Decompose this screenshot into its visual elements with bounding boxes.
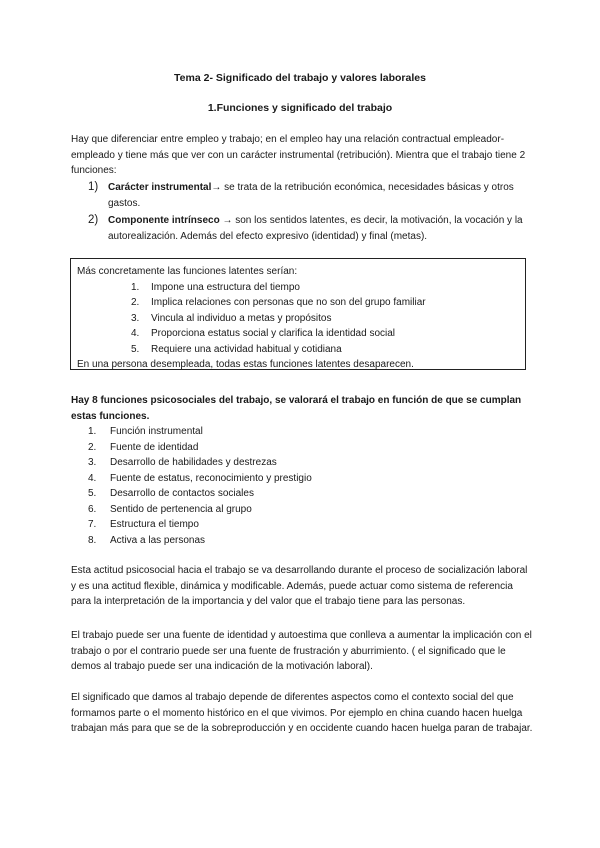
list-number: 1) [88, 181, 99, 193]
list-number: 3. [88, 457, 97, 468]
list-number: 1. [131, 281, 140, 293]
list-text: Fuente de estatus, reconocimiento y prestigio [110, 472, 312, 484]
list-item [77, 280, 519, 296]
list-item [88, 486, 312, 502]
list-text: Desarrollo de habilidades y destrezas [110, 457, 277, 468]
function-term: Carácter instrumental→ [108, 182, 222, 193]
latent-functions-box [70, 258, 526, 370]
list-item [88, 533, 312, 549]
list-item [77, 342, 519, 358]
box-closing: En una persona desempleada, todas estas funciones latentes desaparecen. [77, 359, 414, 370]
body-paragraph-socialization: Esta actitud psicosocial hacia el trabajo se va desarrollando durante el proceso de socialización laboral y es una actitud flexible, dinámica y modificable. Además, puede actuar como sistema de referencia para la interpretación de la importancia y del valor que el trabajo tiene para las personas. [71, 565, 528, 607]
body-paragraph-context: El significado que damos al trabajo depende de diferentes aspectos como el contexto social del que formamos parte o el momento histórico en el que vivimos. Por ejemplo en china cuando hacen huelga trabajan más para que se de la sobreproducción y en occidente cuando hacen huelga paran de trabajar. [71, 692, 533, 734]
list-number: 4. [88, 472, 97, 484]
list-item [88, 440, 312, 456]
list-text: Proporciona estatus social y clarifica la identidad social [151, 328, 396, 339]
function-description: → son los sentidos latentes, es decir, la motivación, la vocación y la autorealización. Además del efecto expresivo (identidad) y final (metas). [108, 215, 523, 242]
list-item [88, 180, 533, 211]
list-number: 1. [88, 426, 97, 437]
list-text: Estructura el tiempo [110, 519, 199, 530]
list-number: 3. [131, 312, 140, 324]
work-functions-list [88, 180, 533, 244]
list-number: 6. [88, 503, 97, 515]
list-number: 2. [88, 441, 97, 453]
list-item [88, 424, 312, 440]
body-paragraph-identity: El trabajo puede ser una fuente de identidad y autoestima que conlleva a aumentar la implicación con el trabajo o por el contrario puede ser una fuente de frustración y aburrimiento. ( el significado que le demos al trabajo puede ser una indicación de la motivación laboral). [71, 630, 532, 672]
list-text: Impone una estructura del tiempo [151, 281, 300, 293]
list-item [88, 213, 533, 244]
list-number: 8. [88, 534, 97, 546]
list-number: 5. [88, 488, 97, 499]
section-heading: 1.Funciones y significado del trabajo [207, 102, 393, 114]
list-text: Activa a las personas [110, 534, 206, 546]
list-number: 2) [88, 214, 99, 226]
list-item [88, 471, 312, 487]
list-text: Sentido de pertenencia al grupo [110, 503, 252, 515]
list-item [77, 311, 519, 327]
list-text: Requiere una actividad habitual y cotidiana [151, 343, 342, 355]
list-text: Función instrumental [110, 426, 203, 437]
list-number: 4. [131, 328, 140, 339]
list-item [77, 295, 519, 311]
list-text: Implica relaciones con personas que no son del grupo familiar [151, 297, 426, 308]
list-number: 5. [131, 343, 140, 355]
psychosocial-functions-list [88, 424, 312, 548]
list-item [88, 517, 312, 533]
psychosocial-heading: Hay 8 funciones psicosociales del trabajo, se valorará el trabajo en función de que se cumplan estas funciones. [71, 395, 522, 422]
box-intro: Más concretamente las funciones latentes serían: [77, 266, 298, 277]
list-number: 2. [131, 297, 140, 308]
intro-paragraph: Hay que diferenciar entre empleo y trabajo; en el empleo hay una relación contractual empleador-empleado y tiene más que ver con un carácter instrumental (retribución). Mientra que el trabajo tiene 2 funciones: [71, 134, 526, 176]
function-term: Componente intrínseco [108, 215, 220, 226]
list-text: Desarrollo de contactos sociales [110, 488, 254, 499]
list-item [77, 326, 519, 342]
list-item [88, 502, 312, 518]
latent-functions-list [77, 280, 519, 358]
function-description: se trata de la retribución económica, necesidades básicas y otros gastos. [108, 182, 514, 209]
list-text: Vincula al individuo a metas y propósitos [151, 312, 332, 324]
document-title: Tema 2- Significado del trabajo y valores laborales [174, 72, 426, 84]
list-text: Fuente de identidad [110, 441, 199, 453]
list-number: 7. [88, 519, 97, 530]
list-item [88, 455, 312, 471]
